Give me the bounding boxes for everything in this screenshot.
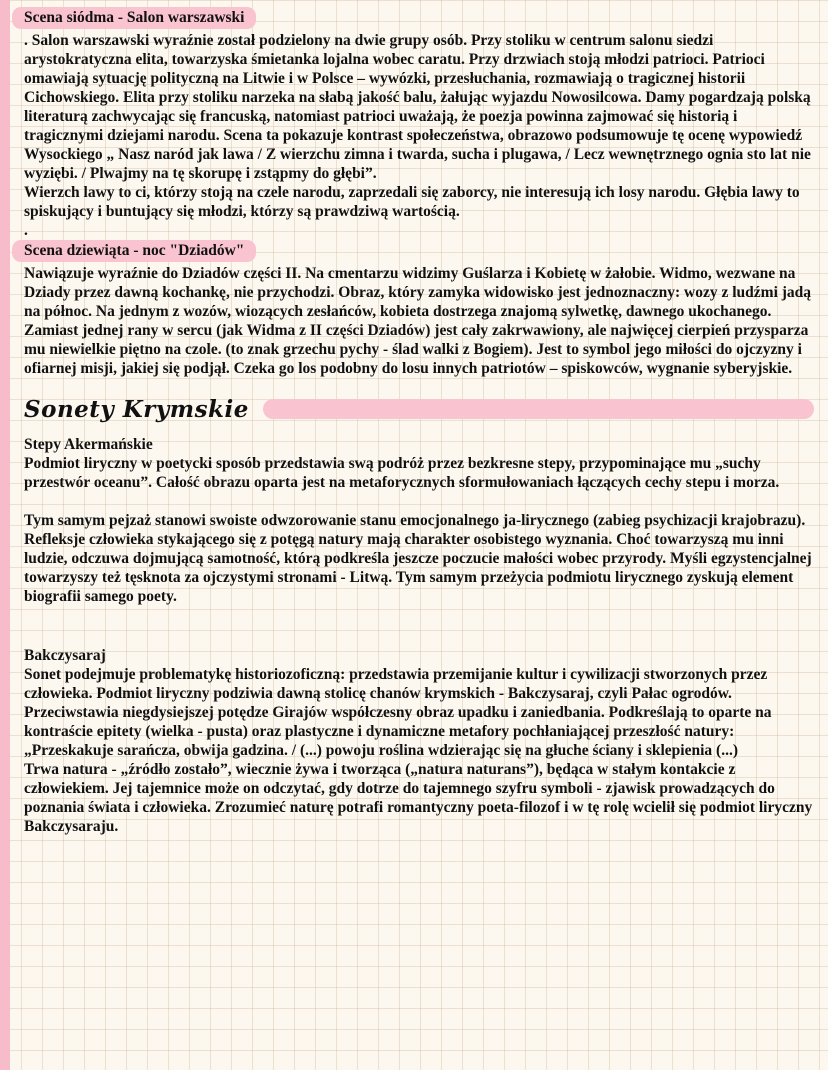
paragraph-bakczysaraj-2: Trwa natura - „źródło zostało”, wiecznie żywa i tworząca („natura naturans”), będąca w stałym kontakcie z człowiekiem. Jej tajemnice może on odczytać, gdy dotrze do tajemnego szyfru symboli - zjawisk prowadzących do poznania świata i człowieka. Zrozumieć naturę potrafi romantyczny poeta-filozof i w tę rolę wcielił się podmiot liryczny Bakczysaraju. <box>24 761 813 835</box>
paragraph-scena7-main: . Salon warszawski wyraźnie został podzielony na dwie grupy osób. Przy stoliku w centrum salonu siedzi arystokratyczna elita, towarzyska śmietanka lojalna wobec caratu. Przy drzwiach stoją młodzi patrioci. Patrioci omawiają sytuację polityczną na Litwie i w Polsce – wywózki, przesłuchania, rozmawiają o tragicznej historii Cichowskiego. Elita przy stoliku narzeka na słabą jakość balu, żałując wyjazdu Nowosilcowa. Damy pogardzają polską literaturą zachwycając się francuską, natomiast patrioci uważają, że poezja powinna zajmować się historią i tragicznymi dziejami narodu. Scena ta pokazuje kontrast społeczeństwa, obrazowo podsumowuje tę ocenę wypowiedź Wysockiego „ Nasz naród jak lawa / Z wierzchu zimna i twarda, sucha i plugawa, / Lecz wewnętrznego ognia sto lat nie wyziębi. / Plwajmy na tę skorupę i zstąpmy do głębi”. <box>24 32 811 182</box>
sonety-krymskie-title: Sonety Krymskie <box>24 395 249 423</box>
left-margin-bar <box>0 0 10 1070</box>
sonety-krymskie-row <box>24 395 816 423</box>
pink-highlighter-bar <box>263 399 814 419</box>
heading-stepy-akermanskie: Stepy Akermańskie <box>24 436 153 453</box>
heading-bakczysaraj: Bakczysaraj <box>24 647 106 664</box>
paragraph-stepy-1: Podmiot liryczny w poetycki sposób przedstawia swą podróż przez bezkresne stepy, przypominające mu „suchy przestwór oceanu”. Całość obrazu oparta jest na metaforycznych sformułowaniach łączących cechy stepu i morza. <box>24 455 780 491</box>
heading-line <box>24 7 816 29</box>
notes-content <box>24 7 816 836</box>
heading-line <box>24 240 816 262</box>
heading-scena-dziewiata: Scena dziewiąta - noc "Dziadów" <box>12 240 256 262</box>
paragraph-scena9-main: Nawiązuje wyraźnie do Dziadów części II. Na cmentarzu widzimy Guślarza i Kobietę w żałobie. Widmo, wezwane na Dziady przez dawną kochankę, nie przychodzi. Obraz, który zamyka widowisko jest jednoznaczny: wozy z ludźmi jadą na północ. Na jednym z wozów, wiozących zesłańców, kobieta dostrzega znajomą sylwetkę, dawnego ukochanego. Zamiast jednej rany w sercu (jak Widma z II części Dziadów) jest cały zakrwawiony, ale najwięcej cierpień przysparza mu niewielkie piętno na czole. (to znak grzechu pychy - ślad walki z Bogiem). Jest to symbol jego miłości do ojczyzny i ofiarnej misji, jakiej się podjął. Czeka go los podobny do losu innych patriotów – spiskowców, wygnanie syberyjskie. <box>24 265 812 377</box>
paragraph-scena7-lawa: Wierzch lawy to ci, którzy stoją na czele narodu, zaprzedali się zaborcy, nie interesują ich losy narodu. Głębia lawy to spiskujący i buntujący się młodzi, którzy są prawdziwą wartością. <box>24 184 800 220</box>
paragraph-bakczysaraj-1: Sonet podejmuje problematykę historiozoficzną: przedstawia przemijanie kultur i cywilizacji stworzonych przez człowieka. Podmiot liryczny podziwia dawną stolicę chanów krymskich - Bakczysaraj, czyli Pałac ogrodów. Przeciwstawia niegdysiejszej potędze Girajów współczesny obraz upadku i zaniedbania. Podkreślają to oparte na kontraście epitety (wielka - pusta) oraz plastyczne i dynamiczne metafory pochłaniającej przeszłość natury: „Przeskakuje sarańcza, obwija gadzina. / (...) powoju roślina wdzierając się na głuche ściany i sklepienia (...) <box>24 666 772 759</box>
paragraph-dot: . <box>24 222 28 239</box>
heading-scena-siodma: Scena siódma - Salon warszawski <box>12 7 256 29</box>
spacer <box>24 492 816 511</box>
paragraph-stepy-2: Tym samym pejzaż stanowi swoiste odwzorowanie stanu emocjonalnego ja-lirycznego (zabieg psychizacji krajobrazu). Refleksje człowieka stykającego się z potęgą natury mają charakter osobistego wyznania. Choć towarzyszą mu inni ludzie, odczuwa dojmującą samotność, którą podkreśla jeszcze poczucie małości wobec przyrody. Myśli egzystencjalnej towarzyszy też tęsknota za ojczystymi stronami - Litwą. Tym samym przeżycia podmiotu lirycznego zyskują element biografii samego poety. <box>24 512 812 605</box>
spacer <box>24 606 816 646</box>
